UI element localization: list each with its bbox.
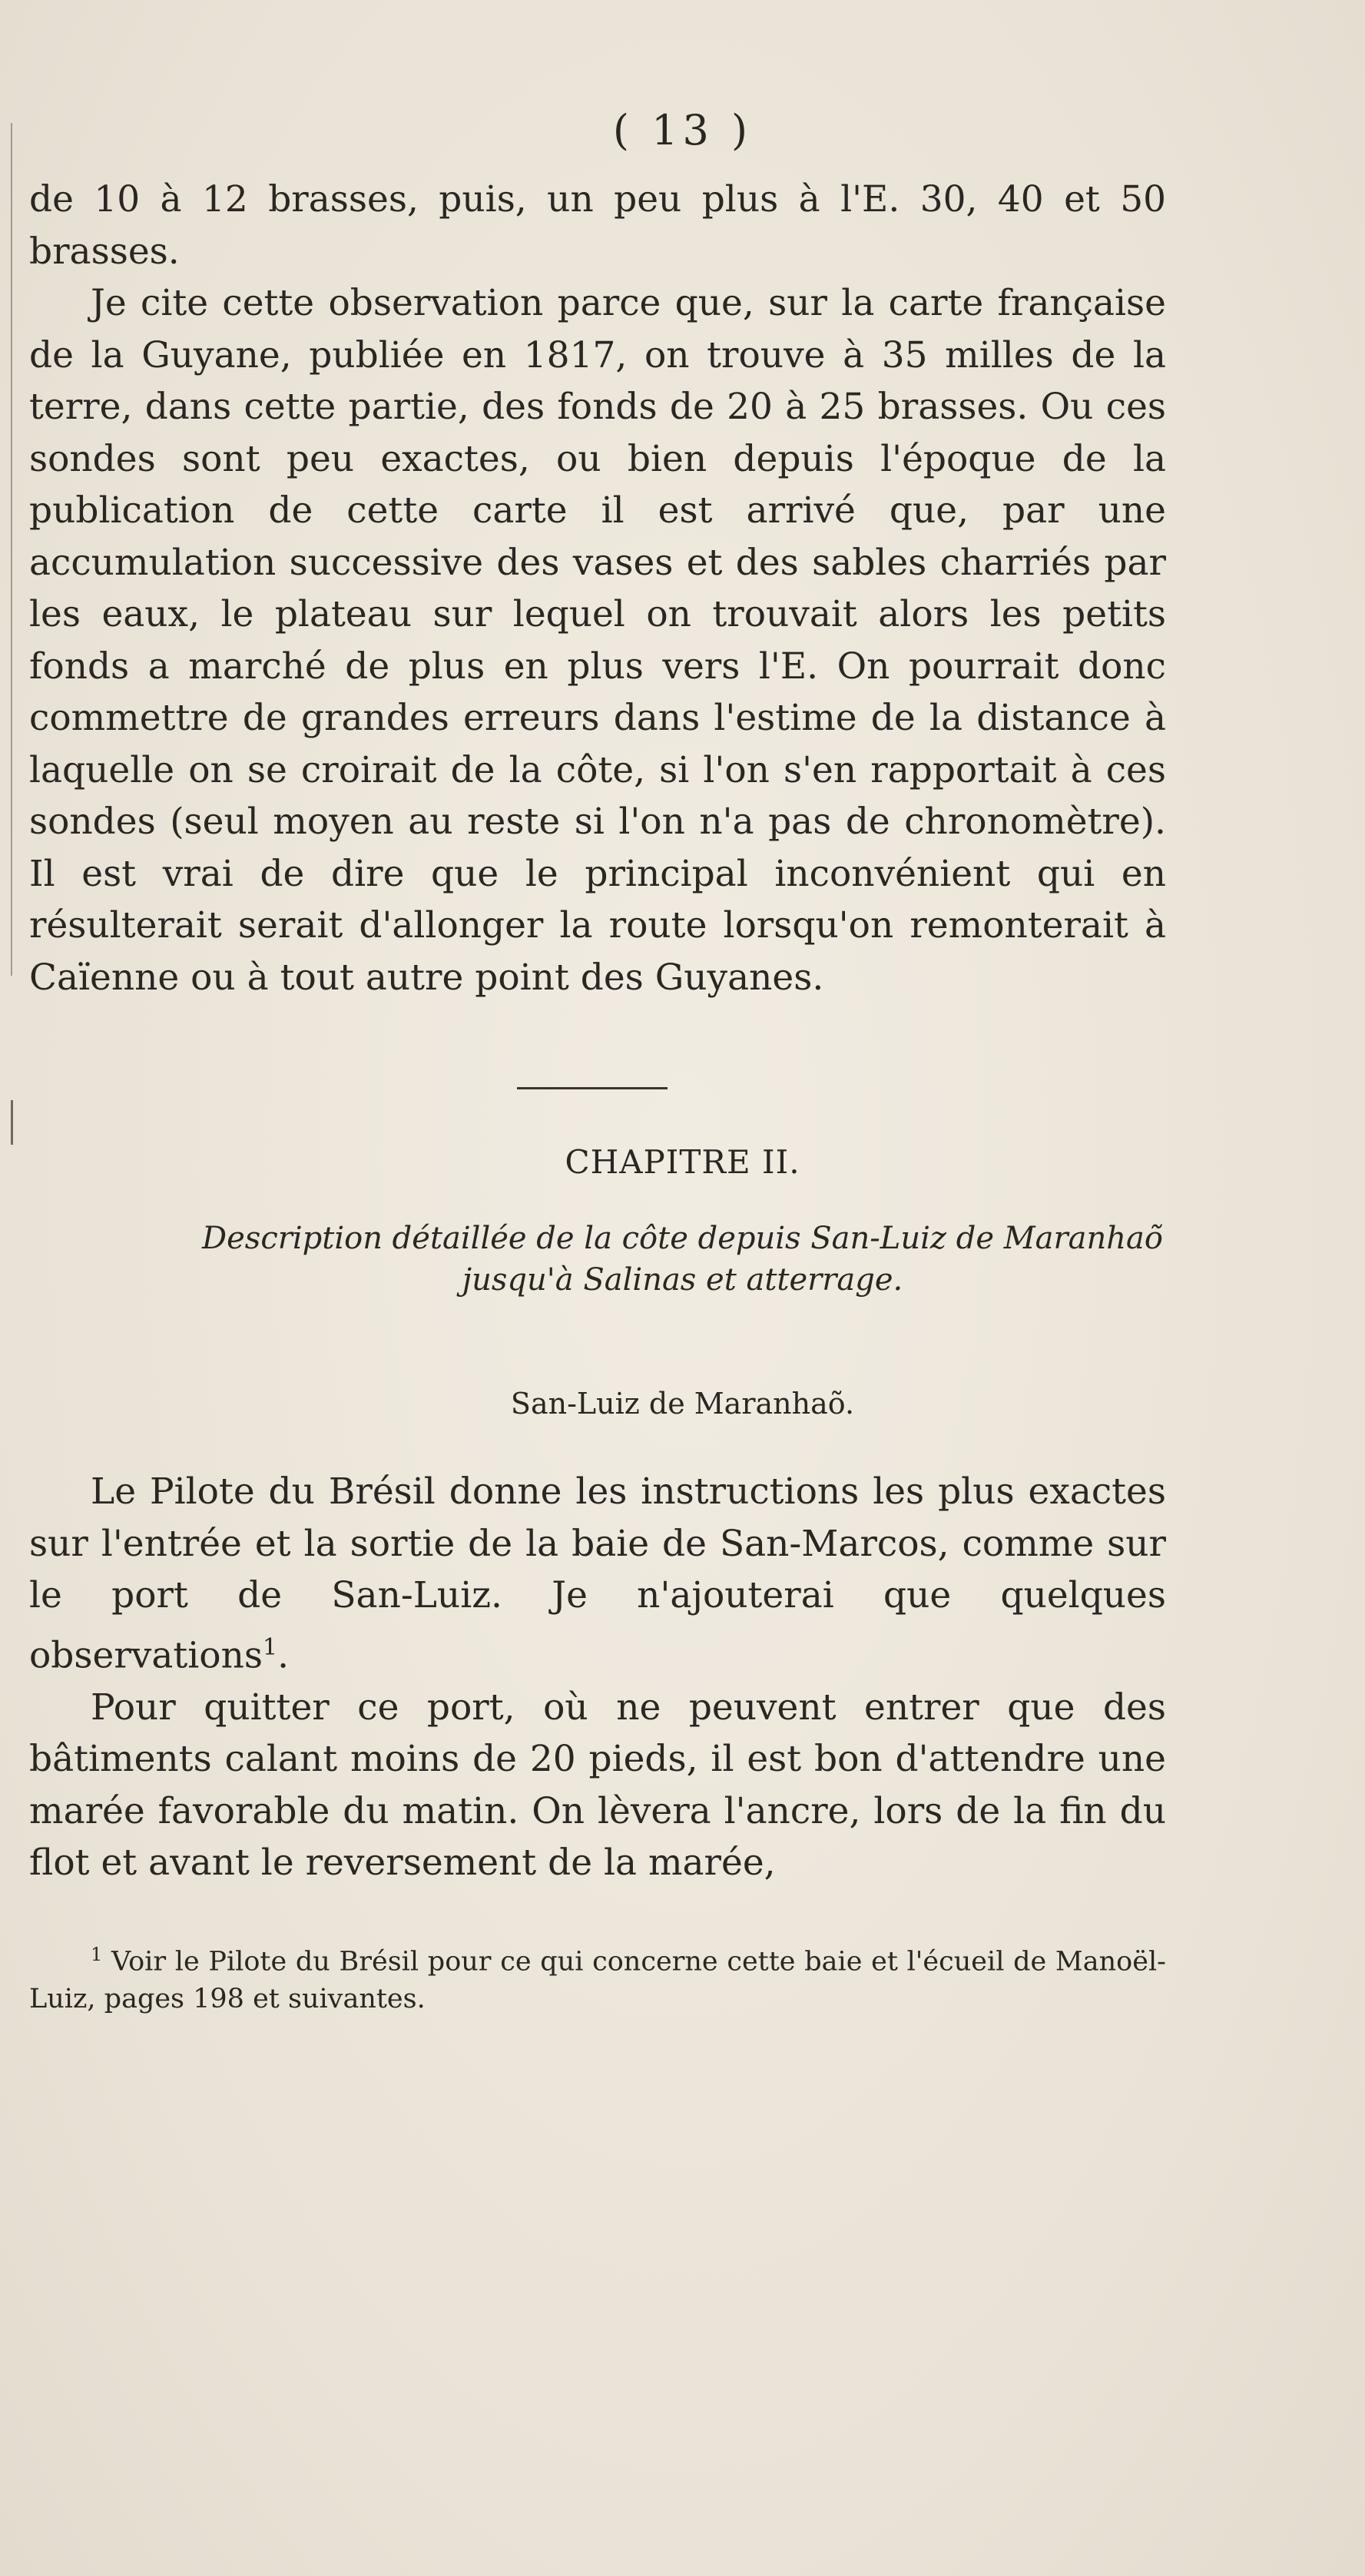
chapter-divider-rule (517, 1087, 668, 1089)
chapter-subtitle: Description détaillée de la côte depuis San-Luiz de Maranhaõ jusqu'à Salinas et atterrage. (202, 1221, 1163, 1298)
paragraph-pilote-end: . (277, 1634, 290, 1677)
section-heading: San-Luiz de Maranhaõ. (510, 1387, 855, 1421)
footnote-text: Voir le Pilote du Brésil pour ce qui concerne cette baie et l'écueil de Manoël-Luiz, pages 198 et suivantes. (29, 1946, 1166, 2014)
page-number: ( 13 ) (612, 106, 753, 154)
chapter-title: CHAPITRE II. (565, 1143, 800, 1181)
footnote-paragraph (29, 1936, 1166, 2017)
footnote-reference: 1 (262, 1633, 278, 1661)
paragraph-pilote-text: Le Pilote du Brésil donne les instructions les plus exactes sur l'entrée et la sortie de la baie de San-Marcos, comme sur le port de San-Luiz. Je n'ajouterai que quelques observations (29, 1470, 1166, 1677)
margin-mark (11, 1100, 13, 1145)
bottom-text-block (29, 1466, 1166, 1889)
paragraph-departure: Pour quitter ce port, où ne peuvent entrer que des bâtiments calant moins de 20 pieds, il est bon d'attendre une marée favorable du matin. On lèvera l'ancre, lors de la fin du flot et avant le reversement de la marée, (29, 1686, 1166, 1885)
top-text-block (29, 174, 1166, 1003)
footnote (29, 1936, 1166, 2017)
footnote-marker: 1 (91, 1944, 103, 1965)
paragraph-continuation: de 10 à 12 brasses, puis, un peu plus à l'E. 30, 40 et 50 brasses. (29, 178, 1166, 273)
paragraph-observation: Je cite cette observation parce que, sur la carte française de la Guyane, publiée en 1817, on trouve à 35 milles de la terre, dans cette partie, des fonds de 20 à 25 brasses. Ou ces sondes sont peu exactes, ou bien depuis l'époque de la publication de cette carte il est arrivé que, par une accumulation successive des vases et des sables charriés par les eaux, le plateau sur lequel on trouvait alors les petits fonds a marché de plus en plus vers l'E. On pourrait donc commettre de grandes erreurs dans l'estime de la distance à laquelle on se croirait de la côte, si l'on s'en rapportait à ces sondes (seul moyen au reste si l'on n'a pas de chronomètre). Il est vrai de dire que le principal inconvénient qui en résulterait serait d'allonger la route lorsqu'on remonterait à Caïenne ou à tout autre point des Guyanes. (29, 282, 1166, 999)
margin-pencil-line (11, 123, 12, 976)
paragraph-pilote (29, 1466, 1166, 1682)
